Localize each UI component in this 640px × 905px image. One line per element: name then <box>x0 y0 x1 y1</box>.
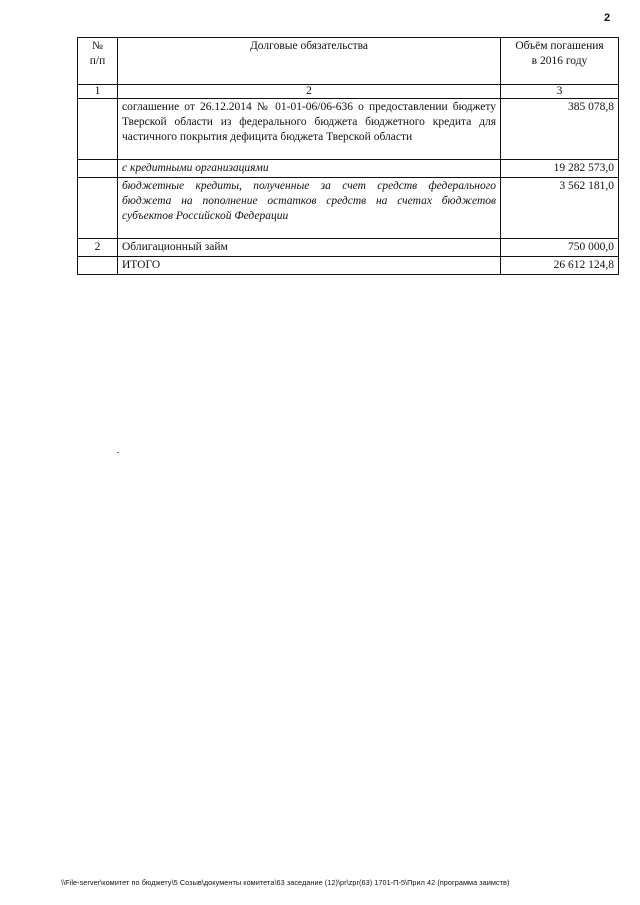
table-row <box>78 178 619 239</box>
total-number <box>78 257 118 275</box>
table-row <box>78 99 619 160</box>
table-row <box>78 160 619 178</box>
column-numbers-row <box>78 85 619 99</box>
row-description: с кредитными организациями <box>118 160 501 178</box>
column-number-1: 1 <box>78 85 118 99</box>
row-value: 3 562 181,0 <box>501 178 619 239</box>
row-number <box>78 160 118 178</box>
row-description: Облигационный займ <box>118 239 501 257</box>
debt-obligations-table <box>77 37 619 275</box>
row-number: 2 <box>78 239 118 257</box>
row-number <box>78 178 118 239</box>
total-row <box>78 257 619 275</box>
column-number-3: 3 <box>501 85 619 99</box>
header-no <box>78 38 118 85</box>
row-value: 19 282 573,0 <box>501 160 619 178</box>
header-obligations: Долговые обязательства <box>118 38 501 85</box>
row-description: бюджетные кредиты, полученные за счет средств федерального бюджета на пополнение остатков средств на счетах бюджетов субъектов Российской Федерации <box>118 178 501 239</box>
total-value: 26 612 124,8 <box>501 257 619 275</box>
page-number: 2 <box>604 12 611 24</box>
header-no-abbr: п/п <box>89 55 106 67</box>
footer-file-path: \\File-server\комитет по бюджету\5 Созыв\документы комитета\63 заседание (12)\pr\zpr(63) 1701-П-5\Прил 42 (программа заимств) <box>61 878 510 887</box>
header-volume <box>501 38 619 85</box>
row-value: 750 000,0 <box>501 239 619 257</box>
row-description: соглашение от 26.12.2014 № 01-01-06/06-636 о предоставлении бюджету Тверской области из федерального бюджета бюджетного кредита для частичного покрытия дефицита бюджета Тверской области <box>118 99 501 160</box>
row-number <box>78 99 118 160</box>
row-value: 385 078,8 <box>501 99 619 160</box>
table-row <box>78 239 619 257</box>
column-number-2: 2 <box>118 85 501 99</box>
scan-speck <box>117 452 119 453</box>
total-label: ИТОГО <box>118 257 501 275</box>
header-volume-line2: в 2016 году <box>531 55 588 67</box>
header-no-symbol: № <box>92 40 103 52</box>
table-header-row <box>78 38 619 85</box>
header-volume-line1: Объём погашения <box>515 40 604 52</box>
